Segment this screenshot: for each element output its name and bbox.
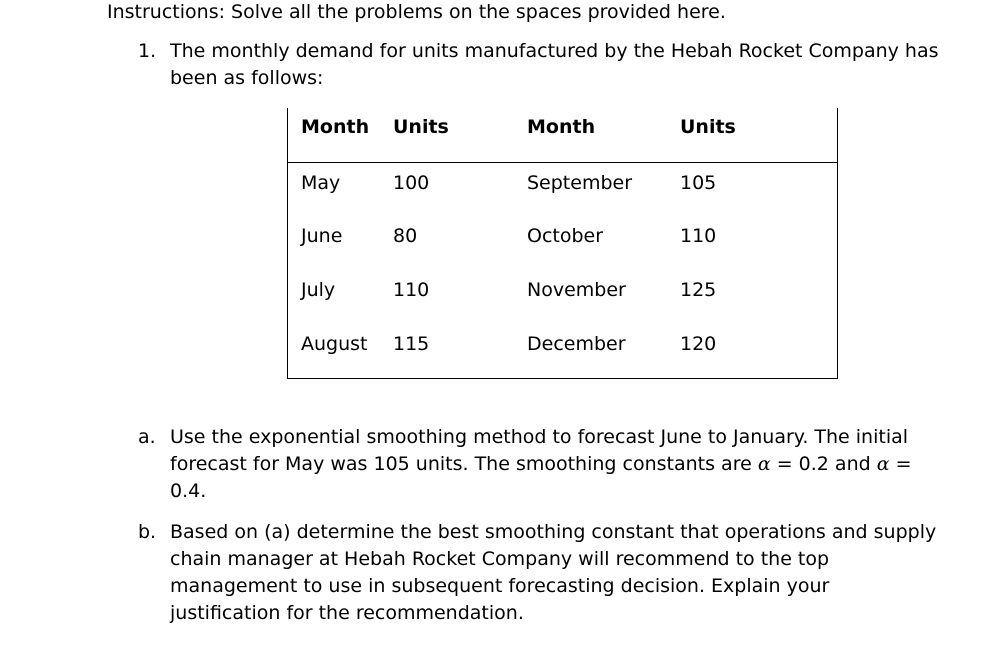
question-b-text: Based on (a) determine the best smoothing constant that operations and supply chain manager at Hebah Rocket Company will recommend to the top management to use in subsequent forecasting decision. Explain your justification for the recommendation. [170, 521, 937, 624]
problem-text: The monthly demand for units manufactured by the Hebah Rocket Company has been as follows: [170, 40, 939, 89]
question-a-text-part: Use the exponential smoothing method to forecast June to January. The initial forecast for May was 105 units. The smoothing constants are [170, 426, 909, 475]
cell-units: 80 [393, 225, 418, 247]
problem-number: 1. [138, 40, 157, 62]
alpha-symbol: α [876, 453, 890, 475]
cell-month: July [301, 279, 336, 301]
cell-units: 125 [680, 279, 717, 301]
demand-table [287, 108, 838, 379]
cell-month: September [527, 172, 633, 194]
cell-month: October [527, 225, 604, 247]
cell-units: 115 [393, 333, 430, 355]
header-units-2: Units [680, 116, 736, 138]
alpha-symbol: α [757, 453, 771, 475]
question-b-label: b. [138, 521, 157, 543]
question-a-text-part: = 0.2 and [770, 453, 877, 475]
cell-units: 120 [680, 333, 717, 355]
header-month-1: Month [301, 116, 370, 138]
cell-units: 105 [680, 172, 717, 194]
question-a-text [170, 424, 940, 505]
header-divider [288, 162, 837, 163]
cell-month: December [527, 333, 626, 355]
question-a-text-part: = 0.4. [170, 453, 912, 502]
cell-month: November [527, 279, 626, 301]
header-month-2: Month [527, 116, 596, 138]
cell-units: 110 [680, 225, 717, 247]
cell-month: August [301, 333, 368, 355]
header-units-1: Units [393, 116, 449, 138]
cell-month: June [301, 225, 343, 247]
instructions-line: Instructions: Solve all the problems on the spaces provided here. [107, 1, 726, 23]
question-a-label: a. [138, 426, 156, 448]
cell-units: 100 [393, 172, 430, 194]
cell-units: 110 [393, 279, 430, 301]
cell-month: May [301, 172, 341, 194]
